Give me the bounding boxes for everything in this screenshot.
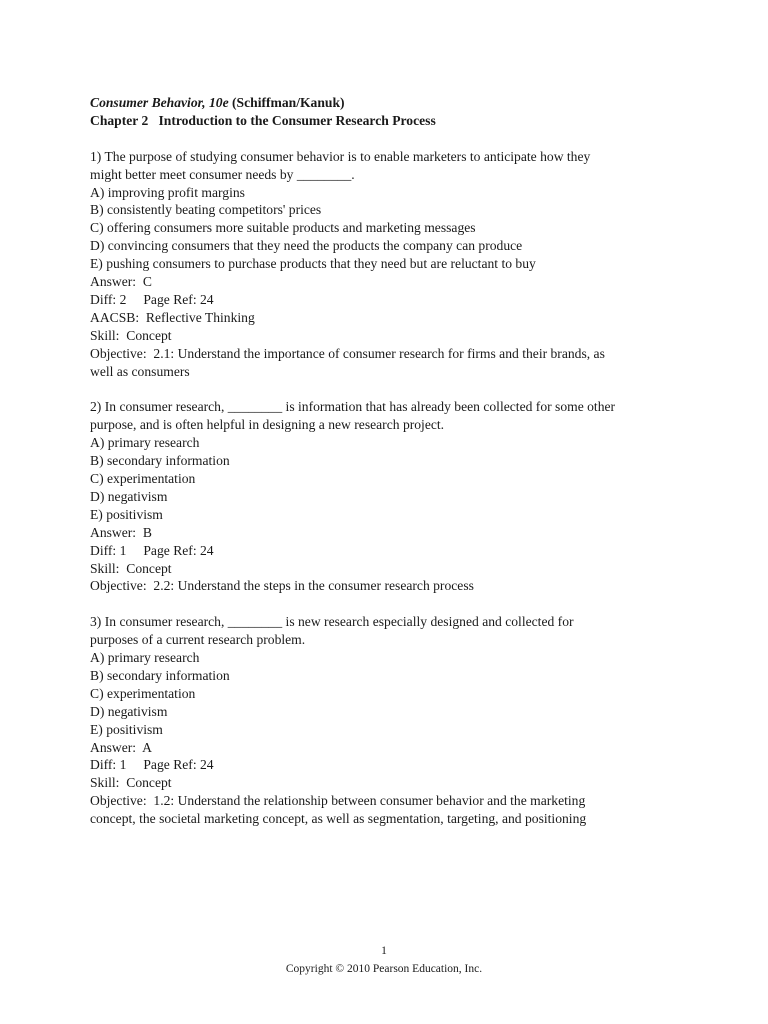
question-stem-line: 2) In consumer research, ________ is information that has already been collected for some other xyxy=(90,399,616,415)
answer-option-e: E) positivism xyxy=(90,721,163,737)
difficulty-page-ref: Diff: 1 Page Ref: 24 xyxy=(90,542,214,558)
answer-option-c: C) experimentation xyxy=(90,471,196,486)
difficulty-page-ref: Diff: 1 Page Ref: 24 xyxy=(90,757,214,773)
question-1 xyxy=(90,148,690,381)
question-stem-line: 1) The purpose of studying consumer behavior is to enable marketers to anticipate how they xyxy=(90,148,591,164)
chapter-title: Chapter 2 Introduction to the Consumer Research Process xyxy=(90,112,436,128)
answer-option-a: A) primary research xyxy=(90,650,200,666)
objective-line: concept, the societal marketing concept, as well as segmentation, targeting, and positioning xyxy=(90,811,587,827)
page-number: 1 xyxy=(381,945,387,957)
skill-tag: Skill: Concept xyxy=(90,775,172,791)
answer-key: Answer: B xyxy=(90,524,152,540)
answer-key: Answer: C xyxy=(90,274,152,290)
answer-option-d: D) convincing consumers that they need the products the company can produce xyxy=(90,238,523,254)
answer-option-d: D) negativism xyxy=(90,703,168,719)
answer-option-a: A) improving profit margins xyxy=(90,184,245,200)
skill-tag: Skill: Concept xyxy=(90,327,172,343)
objective-line: Objective: 1.2: Understand the relationship between consumer behavior and the marketing xyxy=(90,793,586,809)
answer-option-d: D) negativism xyxy=(90,488,168,504)
question-stem-line: purposes of a current research problem. xyxy=(90,632,306,648)
objective-line: Objective: 2.2: Understand the steps in the consumer research process xyxy=(90,578,474,594)
answer-option-b: B) secondary information xyxy=(90,453,230,469)
question-stem-line: 3) In consumer research, ________ is new research especially designed and collected for xyxy=(90,614,574,630)
document-page xyxy=(90,94,690,828)
answer-option-a: A) primary research xyxy=(90,435,200,451)
skill-tag: Skill: Concept xyxy=(90,560,172,576)
book-header xyxy=(90,94,690,112)
book-title: Consumer Behavior, 10e xyxy=(90,95,229,110)
question-stem-line: purpose, and is often helpful in designing a new research project. xyxy=(90,417,445,433)
answer-option-b: B) consistently beating competitors' prices xyxy=(90,202,322,218)
answer-option-e: E) positivism xyxy=(90,506,163,522)
aacsb-tag: AACSB: Reflective Thinking xyxy=(90,309,255,325)
copyright-notice: Copyright © 2010 Pearson Education, Inc. xyxy=(285,963,483,975)
book-authors: (Schiffman/Kanuk) xyxy=(232,95,345,110)
answer-option-e: E) pushing consumers to purchase products that they need but are reluctant to buy xyxy=(90,256,536,272)
answer-key: Answer: A xyxy=(90,739,152,755)
difficulty-page-ref: Diff: 2 Page Ref: 24 xyxy=(90,291,214,307)
question-3 xyxy=(90,613,690,828)
answer-option-c: C) offering consumers more suitable products and marketing messages xyxy=(90,220,476,236)
objective-line: Objective: 2.1: Understand the importance of consumer research for firms and their brands, as xyxy=(90,345,605,361)
question-stem-line: might better meet consumer needs by ________. xyxy=(90,166,355,182)
question-2 xyxy=(90,398,690,595)
answer-option-b: B) secondary information xyxy=(90,667,230,683)
objective-line: well as consumers xyxy=(90,363,190,379)
answer-option-c: C) experimentation xyxy=(90,685,196,701)
